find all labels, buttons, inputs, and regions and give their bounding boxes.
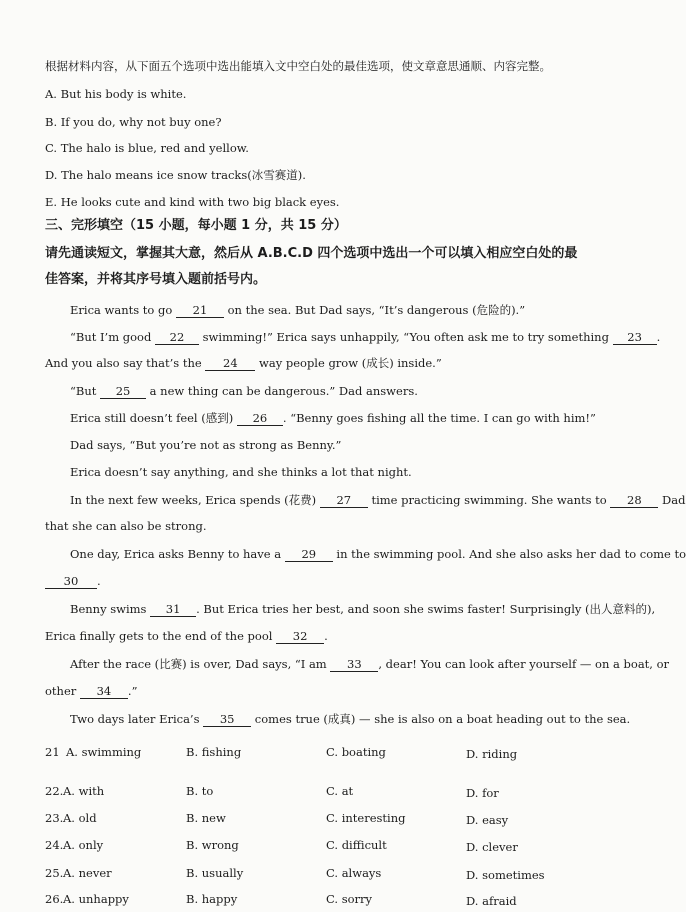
blank-31[interactable]: 31 [150, 602, 196, 617]
section-directions-line1: 请先通读短文，掌握其大意，然后从 A.B.C.D 四个选项中选出一个可以填入相应空白处的最 [45, 246, 578, 261]
section-title: 三、完形填空（15 小题，每小题 1 分，共 15 分） [45, 218, 347, 233]
option-d[interactable]: D. riding [466, 747, 518, 761]
option-a[interactable]: A. old [63, 811, 97, 825]
option-a[interactable]: A. swimming [66, 745, 142, 759]
blank-27[interactable]: 27 [320, 493, 368, 508]
option-d[interactable]: D. sometimes [466, 868, 545, 882]
blank-28[interactable]: 28 [610, 493, 658, 508]
option-b[interactable]: B. fishing [186, 745, 242, 759]
passage-line: In the next few weeks, Erica spends (花费) 27 time practicing swimming. She wants to 28 Dad [70, 493, 686, 507]
option-a[interactable]: A. never [63, 866, 112, 880]
question-number: 26. [45, 892, 64, 906]
section-directions-line2: 佳答案，并将其序号填入题前括号内。 [45, 272, 267, 287]
blank-33[interactable]: 33 [330, 657, 378, 672]
option-c[interactable]: C. boating [326, 745, 386, 759]
option-d[interactable]: D. afraid [466, 894, 517, 908]
option-a[interactable]: A. unhappy [63, 892, 129, 906]
passage-line: And you also say that’s the 24 way people grow (成长) inside.” [45, 356, 442, 370]
question-number: 24. [45, 838, 64, 852]
instructions: 根据材料内容，从下面五个选项中选出能填入文中空白处的最佳选项，使文章意思通顺、内容完整。 [45, 59, 551, 73]
blank-24[interactable]: 24 [205, 356, 255, 371]
option-a[interactable]: A. only [63, 838, 104, 852]
blank-26[interactable]: 26 [237, 411, 283, 426]
option-c[interactable]: C. always [326, 866, 382, 880]
blank-29[interactable]: 29 [285, 547, 333, 562]
choice-a: A. But his body is white. [45, 87, 187, 101]
passage-line: Dad says, “But you’re not as strong as Benny.” [70, 438, 342, 452]
choice-d: D. The halo means ice snow tracks(冰雪赛道). [45, 168, 306, 182]
question-number: 23. [45, 811, 64, 825]
option-c[interactable]: C. sorry [326, 892, 373, 906]
passage-line: “But I’m good 22 swimming!” Erica says unhappily, “You often ask me to try something 23 . [70, 330, 661, 344]
blank-34[interactable]: 34 [80, 684, 128, 699]
passage-line: After the race (比赛) is over, Dad says, “I am 33 , dear! You can look after yourself — on a boat, or [70, 657, 670, 671]
choice-c: C. The halo is blue, red and yellow. [45, 141, 249, 155]
question-number: 21 [45, 745, 60, 759]
passage-line: Erica doesn’t say anything, and she thinks a lot that night. [70, 465, 412, 479]
option-b[interactable]: B. to [186, 784, 214, 798]
option-b[interactable]: B. new [186, 811, 226, 825]
passage-line: other 34 .” [45, 684, 138, 698]
passage-line: Benny swims 31 . But Erica tries her best, and soon she swims faster! Surprisingly (出人意料的), [70, 602, 656, 616]
option-b[interactable]: B. wrong [186, 838, 239, 852]
choice-b: B. If you do, why not buy one? [45, 115, 222, 129]
passage-line: that she can also be strong. [45, 519, 207, 533]
passage-line: “But 25 a new thing can be dangerous.” Dad answers. [70, 384, 418, 398]
question-number: 22. [45, 784, 64, 798]
option-a[interactable]: A. with [63, 784, 105, 798]
passage-line: 30 . [45, 573, 101, 589]
passage-line: Two days later Erica’s 35 comes true (成真) — she is also on a boat heading out to the sea. [70, 712, 631, 726]
option-b[interactable]: B. usually [186, 866, 244, 880]
blank-21[interactable]: 21 [176, 303, 224, 318]
blank-32[interactable]: 32 [276, 629, 324, 644]
option-b[interactable]: B. happy [186, 892, 238, 906]
option-d[interactable]: D. clever [466, 840, 518, 854]
blank-35[interactable]: 35 [203, 712, 251, 727]
blank-23[interactable]: 23 [613, 330, 657, 345]
option-c[interactable]: C. difficult [326, 838, 387, 852]
choice-e: E. He looks cute and kind with two big black eyes. [45, 195, 340, 209]
passage-line: Erica still doesn’t feel (感到) 26 . “Benny goes fishing all the time. I can go with him!” [70, 411, 596, 425]
option-d[interactable]: D. for [466, 786, 499, 800]
blank-25[interactable]: 25 [100, 384, 146, 399]
passage-line: One day, Erica asks Benny to have a 29 in the swimming pool. And she also asks her dad to come to [70, 547, 686, 561]
question-number: 25. [45, 866, 64, 880]
blank-30[interactable]: 30 [45, 574, 97, 589]
option-c[interactable]: C. at [326, 784, 354, 798]
passage-line: Erica finally gets to the end of the pool 32 . [45, 629, 328, 643]
option-d[interactable]: D. easy [466, 813, 509, 827]
passage-line: Erica wants to go 21 on the sea. But Dad says, “It’s dangerous (危险的).” [70, 303, 526, 317]
option-c[interactable]: C. interesting [326, 811, 406, 825]
blank-22[interactable]: 22 [155, 330, 199, 345]
